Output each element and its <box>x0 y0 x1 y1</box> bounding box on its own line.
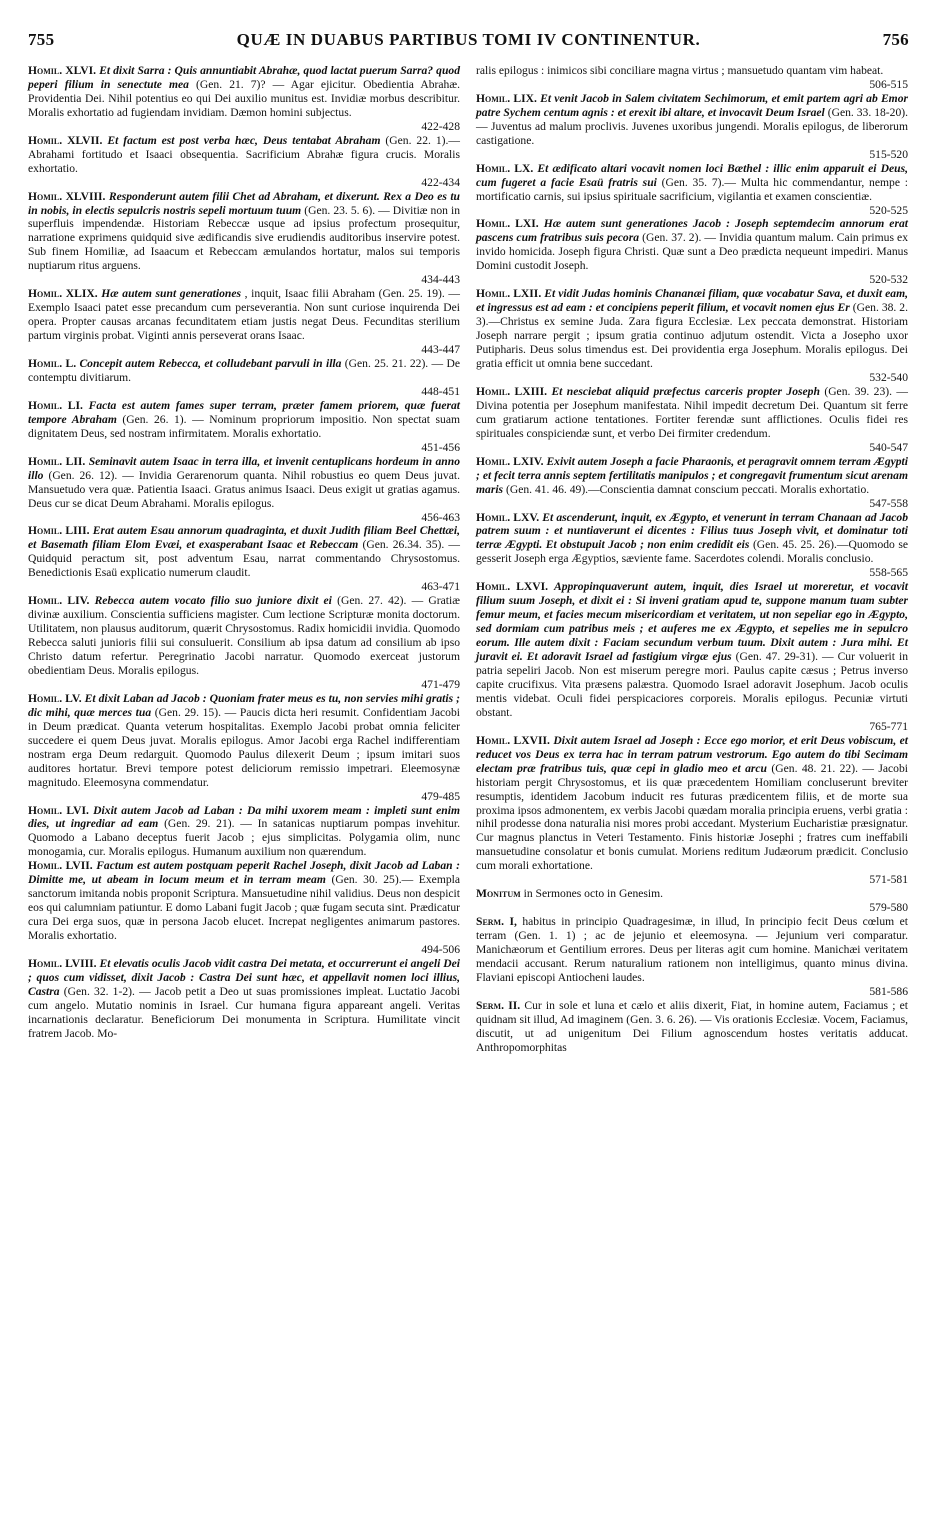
entry-summary: (Gen. 48. 21. 22). — Jacobi historiam pergit Chrysostomus, et iis quæ præcedentem Homiliam concluserunt breviter resumptis, identidem Jacobum inducit res futuras prædicentem filiis, et de morte sua proxima ipsos admonentem, ex verbis Jacobi quædam moralia principia eruens, verbi gratia : nihil prodesse dona naturalia nisi mores probi accedant. Mysterium Eucharistiæ præsignatur. Cur magnus planctus in Veteri Testamento. Finis historiæ Josephi ; fratres cum ineffabili mansuetudine consolatur et bonis cumulat. Moriens reditum Judæorum prædicit. Conclusio cum morali exhortatione. <box>476 761 908 873</box>
entry-page-range: 479-485 <box>421 789 460 803</box>
index-entry <box>476 92 908 162</box>
entry-summary: (Gen. 29. 15). — Paucis dicta heri resumit. Confidentiam Jacobi in Deum prædicat. Quanta veterum hospitalitas. Exemplo Jacobi probat omnia feliciter succedere ei quem Deus juvat. Moralis epilogus. Amor Jacobi erga Rachel indifferentiam nostram erga Deum redarguit. Quomodo Paulus dilexerit Deum ; ipsum imitari suos auditores hortatur. Brevi tempore potest deliciorum remissio impetrari. Eleemosynæ magnitudo. Eleemosyna commendatur. <box>28 705 460 789</box>
entry-summary: (Gen. 35. 7).— Multa hic commendantur, nempe : mortificatio carnis, sui ipsius spirituale sacrificium, vigilantia et examen conscientiæ. <box>476 175 908 203</box>
index-entry <box>476 580 908 733</box>
entry-incipit: Concepit autem Rebecca, et colludebant parvuli in illa <box>79 357 342 371</box>
entry-label: Homil. LXIII. <box>476 384 548 398</box>
entry-incipit: Et nesciebat aliquid præfectus carceris propter Joseph <box>551 384 820 398</box>
entry-label: Homil. XLVI. <box>28 64 97 77</box>
index-entry <box>28 190 460 288</box>
entry-summary: (Gen. 33. 18-20). — Juventus ad malum proclivis. Juvenes uxoribus jungendi. Moralis epilogus, de liberorum castigatione. <box>476 105 908 147</box>
index-entry <box>476 734 908 887</box>
entry-label: Homil. LIV. <box>28 594 90 608</box>
entry-page-range: 579-580 <box>869 901 908 915</box>
entry-incipit: Hæ autem sunt generationes <box>101 287 241 301</box>
entry-incipit: Factum est autem postquam peperit Rachel Joseph, dixit Jacob ad Laban : Dimitte me, ut abeam in locum meum et in terram meam <box>28 859 460 887</box>
entry-summary: (Gen. 37. 2). — Invidia quantum malum. Cain primus ex invido homicida. Joseph figura Christi. Quæ sunt a Deo prædicta nequeunt impediri. Manus Domini custodit Joseph. <box>476 231 908 273</box>
index-entry <box>476 455 908 511</box>
entry-label: Homil. XLVIII. <box>28 189 106 203</box>
entry-page-range: 515-520 <box>869 147 908 161</box>
entry-page-range: 547-558 <box>869 496 908 510</box>
entry-label: Homil. LXVII. <box>476 733 550 747</box>
running-title: QUÆ IN DUABUS PARTIBUS TOMI IV CONTINENTUR. <box>236 30 701 49</box>
index-entry <box>28 399 460 455</box>
entry-label: Homil. XLVII. <box>28 133 103 147</box>
index-entry <box>28 455 460 525</box>
entry-label: Homil. LVII. <box>28 859 93 873</box>
entry-page-range: 765-771 <box>869 719 908 733</box>
entry-label: Monitum <box>476 887 521 901</box>
entry-label: Homil. LXIV. <box>476 454 544 468</box>
entry-incipit: Appropinquaverunt autem, inquit, dies Israel ut moreretur, et vocavit filium suum Joseph, et dixit ei : Si inveni gratiam apud te, suppone manum tuam subter femur meum, et facies mecum misericordiam et veritatem, ut non sepeliar ego in Ægypto, sed dormiam cum patribus meis ; et auferes me ex Ægypto, et sepelies me in sepulcro eorum. Ille autem dixit : Faciam secundum verbum tuum. Dixit autem : Jura mihi. Et juravit ei. Et adoravit Israel ad fastigium virgæ ejus <box>476 580 908 664</box>
index-entry <box>476 287 908 385</box>
entry-summary: (Gen. 26.34. 35). — Quidquid peractum sit, post adventum Esau, narrat commentando Chrysostomus. Benedictionis Esaü explicatio numerum claudit. <box>28 538 461 580</box>
entry-page-range: 494-506 <box>421 943 460 957</box>
entry-summary: (Gen. 22. 1).— Abrahami fortitudo et Isaaci obsequentia. Sacrificium Abrahæ figura crucis. Moralis exhortatio. <box>28 133 460 175</box>
entry-page-range: 532-540 <box>869 370 908 384</box>
entry-incipit: Dixit autem Jacob ad Laban : Da mihi uxorem meam : impleti sunt enim dies, ut ingrediar ad eam <box>28 803 460 831</box>
index-entry <box>28 859 460 957</box>
entry-incipit: Et venit Jacob in Salem civitatem Sechimorum, et emit partem agri ab Emor patre Sychem centum agnis : et erexit ibi altare, et invocavit Deum Israel <box>476 91 909 119</box>
entry-page-range: 422-428 <box>421 119 460 133</box>
entry-page-range: 434-443 <box>421 273 460 287</box>
entry-incipit: Dixit autem Israel ad Joseph : Ecce ego morior, et erit Deus vobiscum, et reducet vos Deus ex terra hac in terram patrum vestrorum. Ego autem do tibi Secimam electam præ fratribus tuis, quæ cepi in gladio meo et arcu <box>476 733 908 775</box>
index-entry <box>476 385 908 455</box>
entry-page-range: 456-463 <box>421 510 460 524</box>
entry-page-range: 451-456 <box>421 440 460 454</box>
entry-summary: , inquit, Isaac filii Abraham (Gen. 25. 19). — Exemplo Isaaci patet esse precandum cum perseverantia. Non sunt curiose inquirenda Dei opera. Propter causas arcanas fecunditatem etiam justis negat Deus. Fecunditas sterilium partum virginis probat. Viginti annis perseverat orans Isaac. <box>28 287 460 343</box>
entry-label: Homil. XLIX. <box>28 287 98 301</box>
entry-incipit: Et dixit Sarra : Quis annuntiabit Abrahæ, quod lactat puerum Sarra? quod peperi filium in senectute mea <box>28 64 460 91</box>
entry-summary: Cur in sole et luna et cælo et aliis dixerit, Fiat, in homine autem, Faciamus ; et quidnam sit illud, Ad imaginem (Gen. 3. 6. 26). — Vis orationis Ecclesiæ. Vocem, Faciamus, discutit, ut ad unigenitum Dei Filium agnoscendum hostes veritatis adducat. Anthropomorphitas <box>476 998 908 1054</box>
entry-page-range: 443-447 <box>421 343 460 357</box>
index-entry <box>28 64 460 134</box>
entry-incipit: Erat autem Esau annorum quadraginta, et duxit Judith filiam Beel Chettæi, et Basemath filiam Elom Evæi, et exasperabant Isaac et Rebeccam <box>28 524 460 552</box>
entry-incipit: Et ædificato altari vocavit nomen loci Bæthel : illic enim apparuit ei Deus, cum fugeret a facie Esaü fratris sui <box>476 161 909 189</box>
index-entry <box>476 64 908 92</box>
index-entry <box>28 957 460 1041</box>
entry-label: Homil. LIII. <box>28 524 90 538</box>
entry-summary: (Gen. 29. 21). — In satanicas nuptiarum pompas invehitur. Quomodo a Labano deceptus fuerit Jacob ; ejus simplicitas. Polygamia olim, nunc monogamia, cur. Moralis epilogus. Humanum auxilium non quærendum. <box>28 817 460 859</box>
entry-summary: in Sermones octo in Genesim. <box>523 887 664 901</box>
entry-incipit: Et dixit Laban ad Jacob : Quoniam frater meus es tu, non servies mihi gratis ; dic mihi, quæ merces tua <box>28 691 460 719</box>
page-header <box>28 30 909 56</box>
entry-summary: (Gen. 25. 21. 22). — De contemptu divitiarum. <box>28 357 460 384</box>
entry-page-range: 520-525 <box>869 203 908 217</box>
entry-page-range: 506-515 <box>869 77 908 91</box>
entry-incipit: Et factum est post verba hæc, Deus tentabat Abraham <box>107 133 381 147</box>
entry-summary: (Gen. 32. 1-2). — Jacob petit a Deo ut suas promissiones impleat. Luctatio Jacobi cum angelo. Mutatio nominis in Israel. Cur humana figura appareant angeli. Veritas incarnationis declaratur. Beneficiorum Dei monumenta in Scriptura. Humilitate vincit fratrem Jacob. Mo- <box>28 984 460 1040</box>
entry-incipit: Rebecca autem vocato filio suo juniore dixit ei <box>94 594 332 608</box>
entry-label: Homil. LII. <box>28 454 86 468</box>
index-entry <box>28 594 460 692</box>
entry-label: Homil. L. <box>28 357 77 371</box>
entry-summary: (Gen. 47. 29-31). — Cur voluerit in patria sepeliri Jacob. Non est miserum peregre mori. Paulus capite cæsus ; Petrus inverso capite crucifixus. Vita præsens palæstra. Quomodo Israel adoravit Josephum. Jacob oculis mentis videbat. Oculi fidei perspicaciores corporeis. Moralis epilogus. Pecuniæ virtuti obstant. <box>476 650 908 719</box>
entry-label: Homil. LVI. <box>28 803 89 817</box>
index-entry <box>28 134 460 190</box>
entry-summary: (Gen. 41. 46. 49).—Conscientia damnat conscium peccati. Moralis exhortatio. <box>505 482 870 496</box>
index-entry <box>476 511 908 581</box>
entry-incipit: Responderunt autem filii Chet ad Abraham, et dixerunt. Rex a Deo es tu in nobis, in electis sepulcris nostris sepeli mortuum tuum <box>28 189 461 217</box>
entry-page-range: 422-434 <box>421 175 460 189</box>
index-entry <box>28 804 460 860</box>
entry-label: Homil. LXV. <box>476 510 540 524</box>
entry-page-range: 448-451 <box>421 384 460 398</box>
entry-summary: (Gen. 27. 42). — Gratiæ divinæ auxilium. Conscientia sufficiens magister. Cum lectione Scripturæ monita doctorum. Utilitatem, non plausus auditorum, quærit Chrysostomus. Radix homicidii invidia. Quomodo Rebecca saluti junioris filii sui consuluerit. Consilium ab ipsa datum ad consilium ab ipso Christo datum refertur. Peregrinatio Jacobi narratur. Quomodo exerceat justorum obedientiam Deus. Moralis epilogus. <box>28 594 460 677</box>
index-entry <box>28 357 460 399</box>
entry-label: Homil. LXI. <box>476 217 539 231</box>
entry-incipit: Exivit autem Joseph a facie Pharaonis, et peragravit omnem terram Ægypti ; et fecit terra annis septem fertilitatis manipulos ; et congregavit frumentum sicut arenam maris <box>476 454 908 496</box>
entry-label: Homil. LVIII. <box>28 957 97 970</box>
entry-label: Serm. II. <box>476 998 521 1012</box>
entry-summary: (Gen. 26. 12). — Invidia Gerarenorum quanta. Nihil robustius eo quem Deus juvat. Mansuetudo vera quæ. Patientia Isaaci. Gratus animus Isaaci. Deus exigit ut gratias agamus. Deus cur se dicat Deum Abrahami. Moralis epilogus. <box>28 468 460 510</box>
entry-incipit: Facta est autem fames super terram, præter famem priorem, quæ fuerat tempore Abraham <box>28 398 460 426</box>
entry-summary: ralis epilogus : inimicos sibi conciliare magna virtus ; mansuetudo quantam vim habeat. <box>476 64 884 77</box>
entry-summary: (Gen. 21. 7)? — Agar ejicitur. Obedientia Abrahæ. Providentia Dei. Nihil potentius eo qui Dei auxilio munitus est. Invidiæ morbus describitur. Moralis exhortatio ad fugiendam invidiam. Dæmon homini subjectus. <box>28 77 460 119</box>
entry-label: Homil. LI. <box>28 398 83 412</box>
entry-incipit: Et ascenderunt, inquit, ex Ægypto, et venerunt in terram Chanaan ad Jacob patrem suum : et nuntiaverunt ei dicentes : Filius tuus Joseph vivit, et dominatur toti terræ Ægypti. Et obstupuit Jacob ; non enim credidit eis <box>476 510 908 552</box>
entry-incipit: Et vidit Judas hominis Chananæi filiam, quæ vocabatur Sava, et duxit eam, et ingressus est ad eam : et concipiens peperit filium, et vocavit nomen ejus Er <box>476 287 908 315</box>
index-entry <box>28 287 460 357</box>
entry-label: Homil. LXII. <box>476 287 542 301</box>
entry-page-range: 540-547 <box>869 440 908 454</box>
entry-incipit: Hæ autem sunt generationes Jacob : Joseph septemdecim annorum erat pascens cum fratribus suis pecora <box>476 217 908 245</box>
entry-page-range: 571-581 <box>869 873 908 887</box>
index-entry <box>28 524 460 594</box>
entry-incipit: Et elevatis oculis Jacob vidit castra Dei metata, et occurrerunt ei angeli Dei ; quos cum vidisset, dixit Jacob : Castra Dei sunt hæc, et appellavit nomen loci illius, Castra <box>28 957 460 998</box>
index-entry <box>476 887 908 915</box>
entry-page-range: 471-479 <box>421 677 460 691</box>
entry-summary: habitus in principio Quadragesimæ, in illud, In principio fecit Deus cœlum et terram (Gen. 1. 1) ; ac de jejunio et eleemosyna. — Jejunium veri comparatur. Manichæorum et Gentilium errores. Deus per literas agit cum homine. Manichæi veritatem mendacii accusant. Rerum naturalium rationem non intelligimus, quanto minus divina. Flaviani episcopi Antiocheni laudes. <box>476 915 909 984</box>
left-column <box>28 64 460 1055</box>
entry-page-range: 581-586 <box>869 984 908 998</box>
entry-page-range: 520-532 <box>869 273 908 287</box>
index-entry <box>476 162 908 218</box>
entry-summary: (Gen. 23. 5. 6). — Divitiæ non in superfluis impendendæ. Historiam Rebeccæ usque ad ipsius profectum prosequitur, narratione exprimens quidquid sive ædificandis sive erudiendis auditoribus inservire potest. Sub finem Homiliæ, ad Isaacum et Rebeccam æmulandos hortatur, malos sui temporis nuptiarum ritus arguens. <box>28 203 460 273</box>
entry-page-range: 558-565 <box>869 566 908 580</box>
entry-label: Homil. LIX. <box>476 91 537 105</box>
index-entry <box>28 692 460 804</box>
text-columns <box>28 64 909 1055</box>
entry-summary: (Gen. 26. 1). — Nominum propriorum impositio. Non spectat suam dignitatem Deus, sed nostram infirmitatem. Moralis exhortatio. <box>28 412 460 440</box>
entry-incipit: Seminavit autem Isaac in terra illa, et invenit centuplicans hordeum in anno illo <box>28 454 460 482</box>
entry-label: Serm. I, <box>476 915 517 929</box>
entry-summary: (Gen. 38. 2. 3).—Christus ex semine Juda. Zara figura Ecclesiæ. Lex peccata demonstrat. Historiam Joseph narrare pergit ; ipsum gratia continuo adjutum ostendit. Victa a Josepho uxor Putipharis. Deus solus timendus est. Dei providentia erga Josephum. Moralis epilogus. Dei gratia efficit ut omnia bene succedant. <box>476 301 908 371</box>
right-column <box>476 64 908 1055</box>
page-number-left: 755 <box>28 30 55 49</box>
entry-label: Homil. LV. <box>28 691 82 705</box>
entry-summary: (Gen. 39. 23). — Divina potentia per Josephum manifestata. Nihil impedit decretum Dei. Quantum sit ferre cum gratiarum actione tentationes. Fortiter ferendæ sunt afflictiones. Oculis fidei res spirituales conspiciendæ sunt, et verbo Dei firmiter credendum. <box>476 384 908 440</box>
page-number-right: 756 <box>882 30 909 49</box>
entry-label: Homil. LX. <box>476 161 534 175</box>
entry-summary: (Gen. 30. 25).— Exempla sanctorum imitanda nobis proponit Scriptura. Mansuetudine nihil validius. Deus non despicit eos qui calumniam patiuntur. E domo Labani fugit Jacob ; quæ fugam secuta sint. Prædicatur cura Dei erga suos, quæ in persona Jacob elucet. Increpat negligentes animarum pastores. Moralis exhortatio. <box>28 873 461 943</box>
entry-page-range: 463-471 <box>421 580 460 594</box>
entry-summary: (Gen. 45. 25. 26).—Quomodo se gesserit Joseph erga Ægyptios, sæviente fame. Sacerdotes colendi. Moralis conclusio. <box>476 538 908 566</box>
index-entry <box>476 915 908 999</box>
index-entry <box>476 999 908 1055</box>
index-entry <box>476 217 908 287</box>
entry-label: Homil. LXVI. <box>476 580 548 594</box>
